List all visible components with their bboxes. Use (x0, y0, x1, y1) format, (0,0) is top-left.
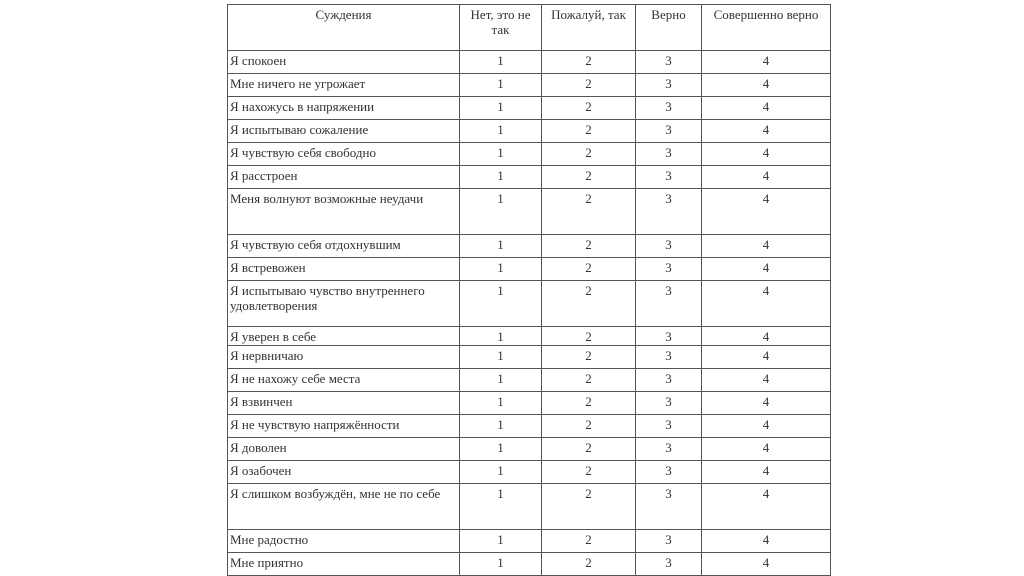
score-cell: 1 (460, 553, 542, 576)
score-cell: 4 (702, 392, 831, 415)
score-cell: 3 (636, 97, 702, 120)
table-row (228, 530, 831, 553)
header-statement: Суждения (228, 5, 460, 51)
header-completely-true: Совершенно верно (702, 5, 831, 51)
score-cell: 3 (636, 258, 702, 281)
score-cell: 4 (702, 530, 831, 553)
score-cell: 1 (460, 461, 542, 484)
header-perhaps-so: Пожалуй, так (542, 5, 636, 51)
score-cell: 1 (460, 530, 542, 553)
score-cell: 2 (542, 530, 636, 553)
table-row (228, 235, 831, 258)
score-cell: 3 (636, 281, 702, 327)
score-cell: 1 (460, 346, 542, 369)
header-row (228, 5, 831, 51)
score-cell: 3 (636, 74, 702, 97)
statement-cell: Я доволен (228, 438, 460, 461)
score-cell: 2 (542, 51, 636, 74)
table-row (228, 97, 831, 120)
score-cell: 4 (702, 553, 831, 576)
score-cell: 4 (702, 484, 831, 530)
score-cell: 3 (636, 530, 702, 553)
score-cell: 2 (542, 189, 636, 235)
table-row (228, 258, 831, 281)
score-cell: 1 (460, 327, 542, 346)
score-cell: 2 (542, 327, 636, 346)
table-row (228, 281, 831, 327)
score-cell: 1 (460, 392, 542, 415)
score-cell: 1 (460, 484, 542, 530)
statement-cell: Я не чувствую напряжённости (228, 415, 460, 438)
score-cell: 3 (636, 189, 702, 235)
score-cell: 2 (542, 461, 636, 484)
score-cell: 4 (702, 189, 831, 235)
statement-cell: Я испытываю сожаление (228, 120, 460, 143)
score-cell: 2 (542, 120, 636, 143)
score-cell: 1 (460, 97, 542, 120)
score-cell: 3 (636, 392, 702, 415)
score-cell: 1 (460, 415, 542, 438)
score-cell: 2 (542, 166, 636, 189)
statement-cell: Я встревожен (228, 258, 460, 281)
score-cell: 1 (460, 281, 542, 327)
score-cell: 3 (636, 327, 702, 346)
score-cell: 3 (636, 461, 702, 484)
statement-cell: Мне ничего не угрожает (228, 74, 460, 97)
score-cell: 4 (702, 346, 831, 369)
score-cell: 2 (542, 346, 636, 369)
score-cell: 1 (460, 189, 542, 235)
table-row (228, 166, 831, 189)
table-row (228, 392, 831, 415)
score-cell: 3 (636, 346, 702, 369)
score-cell: 2 (542, 281, 636, 327)
score-cell: 2 (542, 258, 636, 281)
score-cell: 1 (460, 51, 542, 74)
table-row (228, 369, 831, 392)
score-cell: 4 (702, 166, 831, 189)
header-not-so: Нет, это не так (460, 5, 542, 51)
statement-cell: Я озабочен (228, 461, 460, 484)
score-cell: 2 (542, 235, 636, 258)
table-row (228, 346, 831, 369)
table-row (228, 415, 831, 438)
statement-cell: Я чувствую себя отдохнувшим (228, 235, 460, 258)
score-cell: 1 (460, 258, 542, 281)
table-row (228, 484, 831, 530)
score-cell: 3 (636, 553, 702, 576)
table-row (228, 51, 831, 74)
score-cell: 2 (542, 484, 636, 530)
score-cell: 3 (636, 166, 702, 189)
score-cell: 4 (702, 327, 831, 346)
score-cell: 4 (702, 461, 831, 484)
statement-cell: Я уверен в себе (228, 327, 460, 346)
score-cell: 1 (460, 235, 542, 258)
header-true: Верно (636, 5, 702, 51)
statement-cell: Я нахожусь в напряжении (228, 97, 460, 120)
table-row (228, 143, 831, 166)
statement-cell: Мне радостно (228, 530, 460, 553)
score-cell: 1 (460, 143, 542, 166)
score-cell: 3 (636, 415, 702, 438)
score-cell: 4 (702, 438, 831, 461)
score-cell: 2 (542, 74, 636, 97)
statement-cell: Я взвинчен (228, 392, 460, 415)
score-cell: 2 (542, 415, 636, 438)
table-row (228, 74, 831, 97)
table-row (228, 327, 831, 346)
table-row (228, 438, 831, 461)
score-cell: 2 (542, 369, 636, 392)
anxiety-scale-table (227, 4, 831, 576)
statement-cell: Мне приятно (228, 553, 460, 576)
table-row (228, 189, 831, 235)
score-cell: 3 (636, 484, 702, 530)
statement-cell: Я расстроен (228, 166, 460, 189)
score-cell: 4 (702, 235, 831, 258)
score-cell: 4 (702, 143, 831, 166)
score-cell: 1 (460, 369, 542, 392)
table-row (228, 461, 831, 484)
table-row (228, 553, 831, 576)
score-cell: 4 (702, 51, 831, 74)
score-cell: 2 (542, 553, 636, 576)
score-cell: 1 (460, 74, 542, 97)
score-cell: 2 (542, 392, 636, 415)
score-cell: 3 (636, 51, 702, 74)
score-cell: 2 (542, 97, 636, 120)
score-cell: 3 (636, 235, 702, 258)
score-cell: 3 (636, 120, 702, 143)
score-cell: 4 (702, 120, 831, 143)
table-row (228, 120, 831, 143)
score-cell: 4 (702, 369, 831, 392)
statement-cell: Я не нахожу себе места (228, 369, 460, 392)
score-cell: 2 (542, 143, 636, 166)
statement-cell: Я нервничаю (228, 346, 460, 369)
score-cell: 3 (636, 438, 702, 461)
statement-cell: Я спокоен (228, 51, 460, 74)
score-cell: 4 (702, 74, 831, 97)
statement-cell: Я слишком возбуждён, мне не по себе (228, 484, 460, 530)
score-cell: 4 (702, 97, 831, 120)
score-cell: 4 (702, 415, 831, 438)
statement-cell: Я чувствую себя свободно (228, 143, 460, 166)
score-cell: 4 (702, 258, 831, 281)
score-cell: 3 (636, 369, 702, 392)
score-cell: 1 (460, 166, 542, 189)
score-cell: 1 (460, 120, 542, 143)
score-cell: 3 (636, 143, 702, 166)
score-cell: 1 (460, 438, 542, 461)
score-cell: 4 (702, 281, 831, 327)
statement-cell: Я испытываю чувство внутреннего удовлетворения (228, 281, 460, 327)
score-cell: 2 (542, 438, 636, 461)
statement-cell: Меня волнуют возможные неудачи (228, 189, 460, 235)
